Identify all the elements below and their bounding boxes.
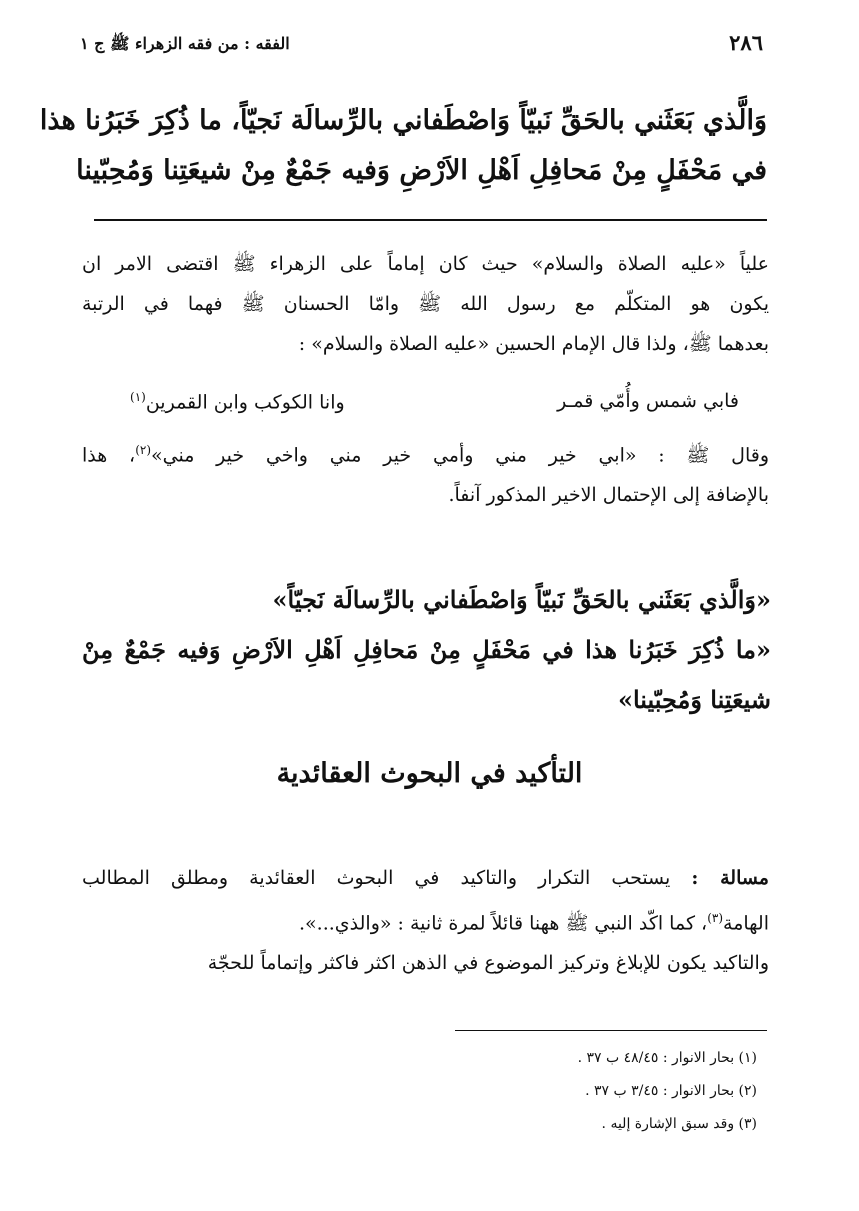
paragraph-2-line-1-b: ، هذا (82, 444, 136, 467)
footnote-ref-1[interactable]: (١) (130, 390, 146, 404)
quote-block-line-1: «وَالَّذي بَعَثَني بالحَقِّ نَبيّاً وَاصْطَفاني بالرِّسالَة نَجيّاً» (272, 585, 771, 614)
footnote-divider (455, 1030, 767, 1031)
paragraph-3-line-1 (82, 858, 769, 898)
paragraph-2-line-2: بالإضافة إلى الإحتمال الاخير المذكور آنفاً. (448, 484, 769, 507)
main-text-divider (94, 219, 767, 221)
top-quote-line-2: في مَحْفَلٍ مِنْ مَحافِلِ اَهْلِ الاَرْضِ وَفيه جَمْعٌ مِنْ شيعَتِنا وَمُحِبّينا (76, 155, 767, 186)
paragraph-1-line-2: يكون هو المتكلّم مع رسول الله ﷺ وامّا الحسنان ﷺ فهما في الرتبة (82, 293, 769, 315)
paragraph-3-line-3: والتاكيد يكون للإبلاغ وتركيز الموضوع في الذهن اكثر فاكثر وإتماماً للحجّة (207, 952, 769, 975)
running-title: الفقه : من فقه الزهراء ﷺ ج ١ (80, 34, 290, 53)
hadith-quote-block (82, 575, 771, 725)
paragraph-2 (82, 430, 769, 515)
poem-hemistich-1: فابي شمس وأُمّي قمـر (557, 390, 739, 412)
poem-verse (130, 390, 739, 430)
paragraph-3-line-2 (82, 898, 769, 943)
paragraph-2-line-1-a: وقال ﷺ : «ابي خير مني وأمي خير مني واخي خير مني» (151, 444, 769, 467)
top-quote-line-1: وَالَّذي بَعَثَني بالحَقِّ نَبيّاً وَاصْطَفاني بالرِّسالَة نَجيّاً، ما ذُكِرَ خَبَرُنا هذا (39, 105, 767, 136)
paragraph-1-line-1: علياً «عليه الصلاة والسلام» حيث كان إماماً على الزهراء ﷺ اقتضى الامر ان (82, 253, 769, 275)
quote-block-line-3: شيعَتِنا وَمُحِبّينا» (617, 685, 771, 714)
masala-label: مسالة : (691, 867, 769, 889)
footnote-1: (١) بحار الانوار : ٤٨/٤٥ ب ٣٧ . (577, 1050, 757, 1066)
paragraph-3-line-2-b: ، كما اكّد النبي ﷺ ههنا قائلاً لمرة ثانية : «والذي...». (299, 912, 708, 935)
paragraph-3-line-2-a: الهامة (723, 912, 769, 935)
quote-block-line-2: «ما ذُكِرَ خَبَرُنا هذا في مَحْفَلٍ مِنْ مَحافِلِ اَهْلِ الاَرْضِ وَفيه جَمْعٌ مِنْ (82, 635, 771, 664)
page-header (80, 30, 763, 62)
footnote-ref-2[interactable]: (٢) (135, 443, 152, 457)
poem-hemistich-2 (130, 390, 345, 413)
paragraph-1-line-3: بعدهما ﷺ، ولذا قال الإمام الحسين «عليه الصلاة والسلام» : (298, 333, 769, 355)
top-hadith-quote (39, 96, 767, 196)
paragraph-3 (82, 858, 769, 983)
footnote-ref-3[interactable]: (٣) (707, 911, 724, 925)
section-heading: التأكيد في البحوث العقائدية (276, 758, 583, 789)
footnote-3: (٣) وقد سبق الإشارة إليه . (601, 1116, 757, 1132)
page-number: ٢٨٦ (729, 30, 763, 55)
paragraph-1 (82, 244, 769, 364)
poem-hemistich-2-text: وانا الكوكب وابن القمرين (145, 391, 345, 414)
footnotes (300, 1042, 757, 1141)
paragraph-2-line-1 (82, 430, 769, 475)
paragraph-3-line-1-rest: يستحب التكرار والتاكيد في البحوث العقائدية ومطلق المطالب (82, 867, 671, 889)
footnote-2: (٢) بحار الانوار : ٣/٤٥ ب ٣٧ . (585, 1083, 757, 1099)
